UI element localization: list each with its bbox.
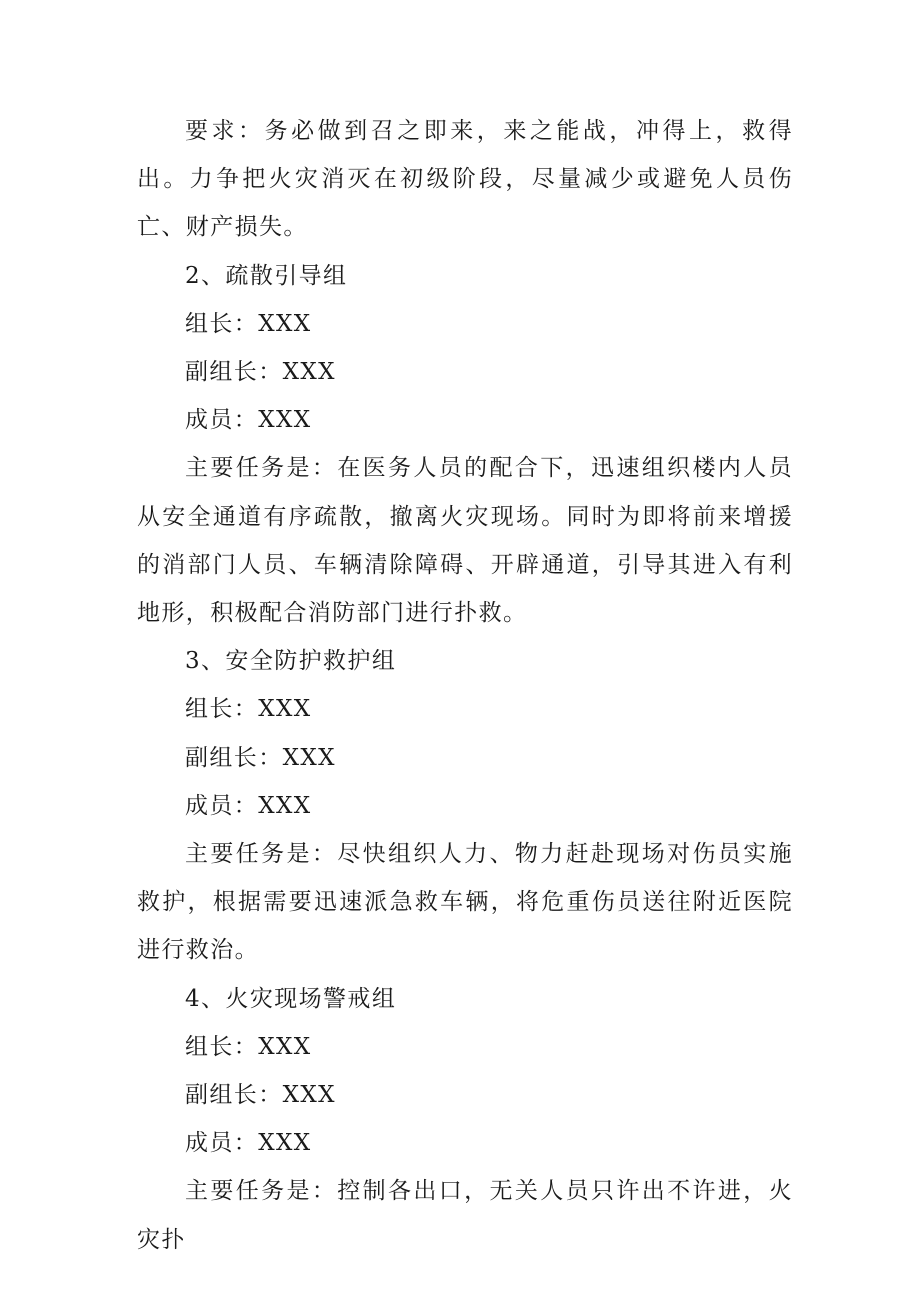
deputy-leader-line: 副组长：XXX: [185, 359, 336, 386]
document-body: [137, 107, 793, 1264]
paragraph-requirements: 要求：务必做到召之即来，来之能战，冲得上，救得出。力争把火灾消灭在初级阶段，尽量减少或避免人员伤亡、财产损失。: [137, 118, 793, 241]
section-heading-cordon: 4、火灾现场警戒组: [185, 985, 397, 1012]
members-line: 成员：XXX: [185, 1130, 312, 1157]
group-leader-line: 组长：XXX: [185, 310, 312, 337]
deputy-leader-line: 副组长：XXX: [185, 1082, 336, 1109]
section-heading-evacuation: 2、疏散引导组: [185, 262, 348, 289]
paragraph-cordon-tasks: 主要任务是：控制各出口，无关人员只许出不许进，火灾扑: [137, 1178, 793, 1253]
section-heading-safety-rescue: 3、安全防护救护组: [185, 648, 397, 675]
group-leader-line: 组长：XXX: [185, 1033, 312, 1060]
group-leader-line: 组长：XXX: [185, 696, 312, 723]
members-line: 成员：XXX: [185, 792, 312, 819]
members-line: 成员：XXX: [185, 407, 312, 434]
paragraph-evacuation-tasks: 主要任务是：在医务人员的配合下，迅速组织楼内人员从安全通道有序疏散，撤离火灾现场。同时为即将前来增援的消部门人员、车辆清除障碍、开辟通道，引导其进入有利地形，积极配合消防部门进行扑救。: [137, 455, 793, 627]
deputy-leader-line: 副组长：XXX: [185, 744, 336, 771]
paragraph-rescue-tasks: 主要任务是：尽快组织人力、物力赶赴现场对伤员实施救护，根据需要迅速派急救车辆，将危重伤员送往附近医院进行救治。: [137, 841, 793, 964]
